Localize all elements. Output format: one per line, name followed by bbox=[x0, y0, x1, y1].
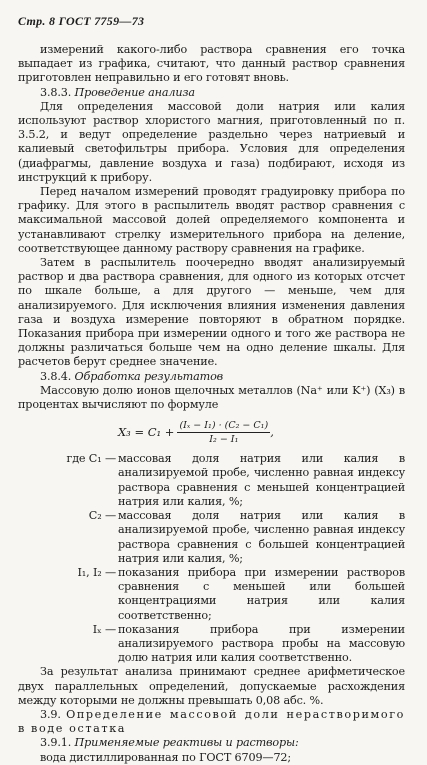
section-title: Проведение анализа bbox=[74, 85, 195, 99]
definition-text: показания прибора при измерении анализируемого раствора пробы на массовую долю натрия или калия соответственно. bbox=[118, 622, 405, 665]
formula-denominator: I₂ − I₁ bbox=[209, 433, 239, 445]
definition-label: Iₓ — bbox=[92, 622, 116, 636]
formula-tail: , bbox=[270, 425, 274, 440]
section-number: 3.8.3. bbox=[40, 85, 72, 99]
definition-text: массовая доля натрия или калия в анализируемой пробе, численно равная индексу раствора сравнения с большей концентрацией натрия или калия, %; bbox=[118, 509, 405, 565]
section-heading-3-8-4 bbox=[18, 370, 405, 384]
definition-row bbox=[18, 509, 405, 566]
section-title: Определение массовой доли нерастворимого в воде остатка bbox=[18, 707, 405, 736]
definition-label: где C₁ — bbox=[66, 452, 116, 466]
section-heading-3-9 bbox=[18, 708, 405, 736]
definition-label: I₁, I₂ — bbox=[77, 565, 116, 579]
paragraph-calibration: Перед началом измерений проводят градуировку прибора по графику. Для этого в распылитель вводят раствор сравнения с максимальной массовой долей определяемого компонента и устанавливают стрелку измерительного прибора на деление, соответствующее данному раствору сравнения на графике. bbox=[18, 185, 405, 255]
definition-text: показания прибора при измерении растворов сравнения с меньшей или большей концентрациями натрия или калия соответственно; bbox=[118, 565, 405, 622]
paragraph-continuation: измерений какого-либо раствора сравнения его точка выпадает из графика, считают, что данный раствор сравнения приготовлен неправильно и его готовят вновь. bbox=[18, 43, 405, 85]
definition-row bbox=[18, 623, 405, 666]
definition-label: C₂ — bbox=[88, 509, 116, 523]
paragraph-analysis-method: Для определения массовой доли натрия или калия используют раствор хлористого магния, приготовленный по п. 3.5.2, и ведут определение раздельно через натриевый и калиевый светофильтры прибора. Условия для определения (диафрагмы, давление воздуха и газа) подбирают, исходя из инструкций к прибору. bbox=[18, 99, 405, 184]
definition-row bbox=[18, 566, 405, 623]
section-number: 3.8.4. bbox=[40, 369, 72, 383]
formula-x3 bbox=[118, 415, 405, 449]
section-title: Обработка результатов bbox=[74, 369, 224, 383]
paragraph-formula-intro: Массовую долю ионов щелочных металлов (Na⁺ или K⁺) (X₃) в процентах вычисляют по формуле bbox=[18, 383, 405, 412]
formula-numerator: (Iₓ − I₁) · (C₂ − C₁) bbox=[179, 419, 269, 431]
page-header: Стр. 8 ГОСТ 7759—73 bbox=[18, 14, 145, 28]
section-heading-3-9-1 bbox=[18, 736, 405, 750]
definition-row bbox=[18, 452, 405, 509]
section-title: Применяемые реактивы и растворы: bbox=[74, 736, 299, 750]
paragraph-measurement: Затем в распылитель поочередно вводят анализируемый раствор и два раствора сравнения, для одного из которых отсчет по шкале больше, а для другого — меньше, чем для анализируемого. Для исключения влияния изменения давления газа и воздуха измерение повторяют в обратном порядке. Показания прибора при измерении одного и того же раствора не должны различаться больше чем на одно деление шкалы. Для расчетов берут среднее значение. bbox=[18, 256, 405, 369]
definition-text: массовая доля натрия или калия в анализируемой пробе, численно равная индексу раствора сравнения с меньшей концентрацией натрия или калия, %; bbox=[118, 452, 405, 508]
variable-definitions bbox=[18, 452, 405, 665]
paragraph-result: За результат анализа принимают среднее арифметическое двух параллельных определений, допускаемые расхождения между которыми не должны превышать 0,08 абс. %. bbox=[18, 665, 405, 707]
section-number: 3.9. bbox=[40, 707, 61, 721]
section-heading-3-8-3 bbox=[18, 86, 405, 100]
formula-fraction bbox=[177, 420, 270, 445]
formula-lhs: X₃ = C₁ + bbox=[118, 425, 175, 440]
section-number: 3.9.1. bbox=[40, 736, 72, 750]
paragraph-reagent-line: вода дистиллированная по ГОСТ 6709—72; bbox=[40, 750, 292, 764]
